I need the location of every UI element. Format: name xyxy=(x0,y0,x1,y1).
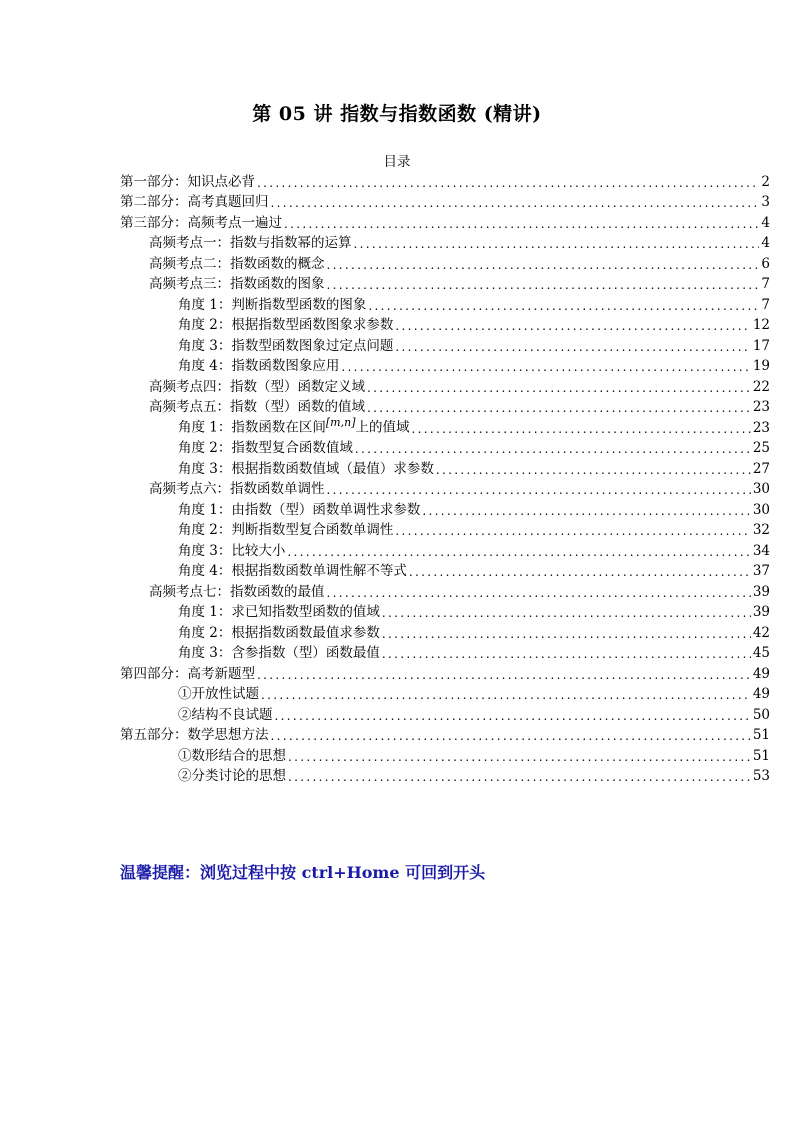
toc-entry-label: 角度 2：根据指数函数最值求参数 xyxy=(178,624,380,641)
dot-leader xyxy=(287,543,750,561)
toc-entry-label: 角度 3：含参指数（型）函数最值 xyxy=(178,645,380,661)
toc-entry-angle[interactable] xyxy=(120,356,770,377)
dot-leader xyxy=(382,645,751,663)
toc-entry-label: 第二部分：高考真题回归 xyxy=(120,194,269,210)
toc-entry-topic-7[interactable] xyxy=(120,581,770,602)
toc-entry-topic-1[interactable] xyxy=(120,233,770,254)
dot-leader xyxy=(271,194,760,212)
dot-leader xyxy=(257,174,759,192)
toc-entry-page: 2 xyxy=(761,173,770,190)
toc-entry-angle[interactable] xyxy=(120,438,770,459)
toc-entry-label: 角度 4：指数函数图象应用 xyxy=(178,358,340,374)
dot-leader xyxy=(354,235,760,253)
dot-leader xyxy=(422,502,750,520)
toc-entry-label-suffix: 上的值域 xyxy=(355,419,410,436)
toc-entry-angle[interactable] xyxy=(120,520,770,541)
toc-entry-label: 角度 3：指数型函数图象过定点问题 xyxy=(178,337,394,354)
toc-entry-page: 23 xyxy=(752,399,770,415)
toc-entry-page: 30 xyxy=(752,481,770,497)
toc-entry-angle[interactable] xyxy=(120,499,770,520)
toc-entry-label: 角度 4：根据指数函数单调性解不等式 xyxy=(178,563,407,579)
toc-entry-label: 角度 1：由指数（型）函数单调性求参数 xyxy=(178,501,421,518)
toc-entry-label: ①开放性试题 xyxy=(178,686,259,702)
toc-entry-label: 高频考点四：指数（型）函数定义域 xyxy=(149,378,365,395)
dot-leader xyxy=(436,461,751,479)
dot-leader xyxy=(367,379,751,397)
dot-leader xyxy=(327,276,760,294)
toc-entry-label: 第三部分：高频考点一遍过 xyxy=(120,214,282,231)
toc-entry-page: 30 xyxy=(752,501,770,518)
toc-entry-page: 17 xyxy=(752,337,770,354)
toc-entry-page: 4 xyxy=(761,235,770,251)
dot-leader xyxy=(341,358,750,376)
toc-entry-label: 角度 3：比较大小 xyxy=(178,542,286,559)
toc-entry-topic-6[interactable] xyxy=(120,479,770,500)
toc-entry-page: 7 xyxy=(761,276,770,292)
toc-entry-page: 6 xyxy=(761,255,770,272)
dot-leader xyxy=(275,707,751,725)
navigation-reminder: 温馨提醒：浏览过程中按 ctrl+Home 可回到开头 xyxy=(120,863,486,882)
toc-entry-subsection[interactable] xyxy=(120,704,770,725)
toc-entry-page: 27 xyxy=(752,460,770,477)
toc-entry-page: 22 xyxy=(752,378,770,395)
dot-leader xyxy=(395,522,750,540)
toc-entry-label: 高频考点六：指数函数单调性 xyxy=(149,481,325,497)
toc-entry-label: 高频考点七：指数函数的最值 xyxy=(149,583,325,600)
toc-entry-page: 3 xyxy=(761,194,770,210)
dot-leader xyxy=(288,748,751,766)
dot-leader xyxy=(327,256,760,274)
toc-entry-label: 角度 2：根据指数型函数图象求参数 xyxy=(178,317,394,333)
toc-heading: 目录 xyxy=(383,154,411,170)
dot-leader xyxy=(271,727,751,745)
toc-entry-topic-2[interactable] xyxy=(120,253,770,274)
toc-entry-label: 第四部分：高考新题型 xyxy=(120,665,255,682)
toc-entry-topic-4[interactable] xyxy=(120,376,770,397)
dot-leader xyxy=(382,604,751,622)
toc-entry-page: 53 xyxy=(752,768,770,784)
toc-entry-label: 高频考点五：指数（型）函数的值域 xyxy=(149,399,365,415)
toc-entry-label: 第五部分：数学思想方法 xyxy=(120,727,269,743)
toc-entry-page: 7 xyxy=(761,296,770,313)
toc-entry-angle[interactable] xyxy=(120,561,770,582)
toc-entry-page: 45 xyxy=(752,645,770,661)
dot-leader xyxy=(368,297,759,315)
toc-entry-page: 51 xyxy=(752,747,770,764)
dot-leader xyxy=(395,338,750,356)
toc-entry-label: 角度 1：求已知指数型函数的值域 xyxy=(178,604,380,620)
dot-leader xyxy=(288,768,751,786)
toc-entry-part-3[interactable] xyxy=(120,212,770,233)
toc-entry-label: 高频考点二：指数函数的概念 xyxy=(149,255,325,272)
toc-entry-page: 23 xyxy=(752,419,770,436)
dot-leader xyxy=(284,215,759,233)
dot-leader xyxy=(261,686,751,704)
toc-entry-page: 37 xyxy=(752,563,770,579)
toc-entry-label: 第一部分：知识点必背 xyxy=(120,173,255,190)
toc-entry-page: 32 xyxy=(752,522,770,538)
dot-leader xyxy=(327,481,751,499)
toc-entry-part-2[interactable] xyxy=(120,192,770,213)
toc-entry-angle[interactable] xyxy=(120,417,770,438)
toc-entry-page: 39 xyxy=(752,583,770,600)
toc-entry-subsection[interactable] xyxy=(120,766,770,787)
toc-entry-label: 角度 1：判断指数型函数的图象 xyxy=(178,296,367,313)
toc-entry-angle[interactable] xyxy=(120,335,770,356)
toc-entry-label: 角度 2：判断指数型复合函数单调性 xyxy=(178,522,394,538)
dot-leader xyxy=(257,666,751,684)
toc-entry-page: 51 xyxy=(752,727,770,743)
table-of-contents xyxy=(120,171,770,786)
document-title: 第 05 讲 指数与指数函数 (精讲) xyxy=(252,103,542,125)
toc-entry-page: 4 xyxy=(761,214,770,231)
toc-entry-subsection[interactable] xyxy=(120,684,770,705)
toc-entry-angle[interactable] xyxy=(120,622,770,643)
toc-entry-part-5[interactable] xyxy=(120,725,770,746)
toc-entry-page: 49 xyxy=(752,686,770,702)
toc-entry-angle[interactable] xyxy=(120,602,770,623)
toc-entry-angle[interactable] xyxy=(120,540,770,561)
toc-entry-part-4[interactable] xyxy=(120,663,770,684)
dot-leader xyxy=(395,317,750,335)
toc-entry-page: 19 xyxy=(752,358,770,374)
dot-leader xyxy=(355,440,751,458)
dot-leader xyxy=(412,420,751,438)
interval-math: [m,n] xyxy=(325,416,356,429)
toc-entry-label: 高频考点一：指数与指数幂的运算 xyxy=(149,235,352,251)
toc-entry-page: 12 xyxy=(752,317,770,333)
toc-entry-page: 39 xyxy=(752,604,770,620)
toc-entry-label xyxy=(178,413,410,438)
dot-leader xyxy=(382,625,751,643)
toc-entry-angle[interactable] xyxy=(120,458,770,479)
toc-entry-angle[interactable] xyxy=(120,315,770,336)
toc-entry-subsection[interactable] xyxy=(120,745,770,766)
dot-leader xyxy=(327,584,751,602)
toc-entry-page: 34 xyxy=(752,542,770,559)
toc-entry-part-1[interactable] xyxy=(120,171,770,192)
dot-leader xyxy=(409,563,751,581)
toc-entry-angle[interactable] xyxy=(120,294,770,315)
toc-entry-angle[interactable] xyxy=(120,643,770,664)
toc-entry-label: ①数形结合的思想 xyxy=(178,747,286,764)
toc-entry-topic-3[interactable] xyxy=(120,274,770,295)
toc-entry-page: 25 xyxy=(752,440,770,456)
toc-entry-label: ②结构不良试题 xyxy=(178,706,273,723)
toc-entry-label: 角度 3：根据指数函数值域（最值）求参数 xyxy=(178,460,434,477)
toc-entry-page: 50 xyxy=(752,706,770,723)
toc-entry-label: ②分类讨论的思想 xyxy=(178,768,286,784)
toc-entry-label: 角度 2：指数型复合函数值域 xyxy=(178,440,353,456)
toc-entry-label: 高频考点三：指数函数的图象 xyxy=(149,276,325,292)
toc-entry-page: 49 xyxy=(752,665,770,682)
toc-entry-page: 42 xyxy=(752,624,770,641)
toc-entry-label-prefix: 角度 1：指数函数在区间 xyxy=(178,419,326,436)
dot-leader xyxy=(367,399,751,417)
